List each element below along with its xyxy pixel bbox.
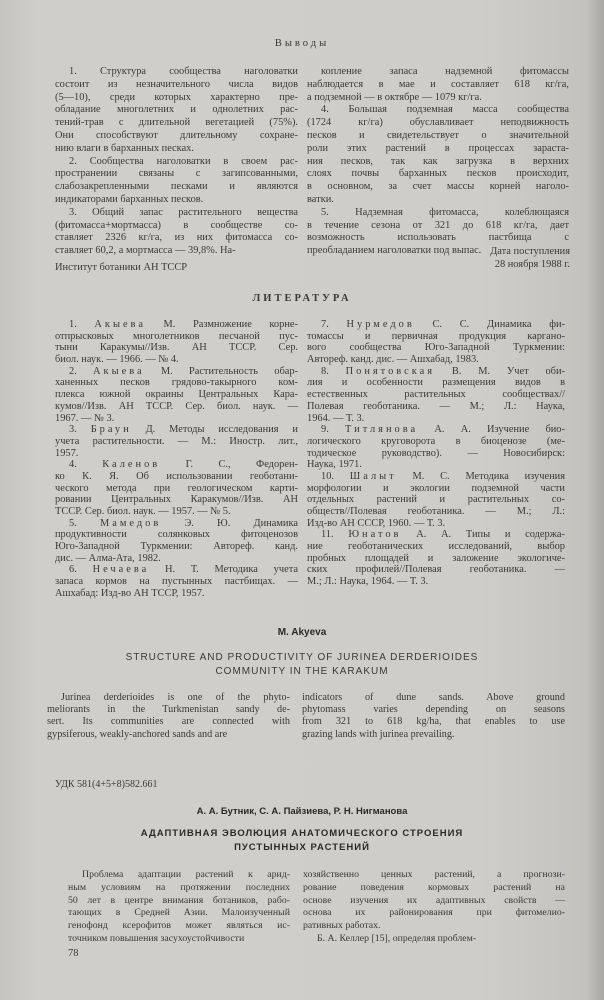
reference-author: Мамедов xyxy=(99,517,162,529)
institute: Институт ботаники АН ТССР xyxy=(55,262,188,273)
text-line: индикаторами барханных песков. xyxy=(55,193,204,205)
reference-first-line xyxy=(55,424,298,436)
paragraph xyxy=(307,104,569,206)
text-line: нию влаги в барханных песках. xyxy=(55,142,194,154)
reference-number: 2. xyxy=(69,365,77,377)
text-line: 1957. xyxy=(55,447,79,459)
text-line: Изд-во АН СССР, 1960. — Т. 3. xyxy=(307,517,446,529)
text-line: ческого метода при геологическом карти- xyxy=(55,482,298,494)
text-line: Б. А. Келлер [15], определяя проблем- xyxy=(317,932,477,944)
reference-first-line xyxy=(55,319,298,331)
text-line: sert. Its communities are connected with xyxy=(47,716,290,728)
reference-initials: С. С. xyxy=(432,319,470,330)
received-date: 28 ноября 1988 г. xyxy=(494,259,570,270)
text-line: ровании Центральных Каракумов//Изв. АН xyxy=(55,494,298,506)
text-line: (1724 кг/га) обуславливает неподвижность xyxy=(307,117,569,129)
text-line: ватки. xyxy=(307,193,334,205)
reference-author: Юнатов xyxy=(348,529,402,541)
text-line: 2. Сообщества наголоватки в своем рас- xyxy=(69,155,298,167)
reference-first-line xyxy=(307,366,565,378)
text-line: Ашхабад: Изд-во АН ТССР, 1957. xyxy=(55,587,205,599)
article-title-line-1: АДАПТИВНАЯ ЭВОЛЮЦИЯ АНАТОМИЧЕСКОГО СТРОЕНИЯ xyxy=(140,828,464,839)
text-line: морфологии и экологии подземной части xyxy=(307,482,565,494)
reference-text: Растительность обар- xyxy=(188,365,298,377)
reference-author: Понятовская xyxy=(345,365,436,377)
reference-number: 6. xyxy=(69,564,77,576)
page-number: 78 xyxy=(68,948,79,959)
text-line: ставляет 60,2, а мортмасса — 39,8%. На- xyxy=(55,245,236,257)
text-line: ставляет 2326 кг/га, из них фитомасса со- xyxy=(55,232,298,244)
reference-author: Акыева xyxy=(94,319,146,330)
text-line: обладание многолетних и однолетних рас- xyxy=(55,104,298,116)
text-line: 3. Общий запас растительного вещества xyxy=(69,206,298,218)
conclusions-left-column xyxy=(55,66,298,258)
text-line: Юго-Западной Туркмении: Автореф. канд. xyxy=(55,541,298,553)
text-line: ния песков, так как загрузка в верхних xyxy=(307,155,569,167)
reference-first-line xyxy=(55,459,298,471)
reference-text: Динамика xyxy=(253,517,298,529)
text-line: а подземной — в октябре — 1079 кг/га. xyxy=(307,91,482,103)
received-label: Дата поступления xyxy=(490,246,570,257)
text-line: хозяйственно ценных растений, а прогнози- xyxy=(303,869,565,880)
reference-text: Методика учета xyxy=(214,564,298,576)
text-line: логического круговорота в биоценозе (ме- xyxy=(307,435,565,447)
text-line: тодическое руководство). — Новосибирск: xyxy=(307,447,565,459)
reference-first-line xyxy=(55,518,298,530)
reference-number: 1. xyxy=(69,319,77,330)
text-line: ских профилей//Полевая геоботаника. — xyxy=(307,564,565,576)
reference-text: Федорен- xyxy=(256,459,298,471)
conclusions-title: Выводы xyxy=(274,38,330,49)
text-line: роли этих растений в процессах зараста- xyxy=(307,142,569,154)
reference-author: Нурмедов xyxy=(346,319,415,330)
text-line: слоях почвы барханных песков происходит, xyxy=(307,168,569,180)
reference-number: 8. xyxy=(321,365,329,377)
text-line: Наука, 1971. xyxy=(307,459,362,471)
reference-text: Изучение био- xyxy=(487,424,565,436)
reference-text: Динамика фи- xyxy=(487,319,566,330)
text-line: 1967. — № 3. xyxy=(55,412,115,424)
reference-text: Типы и содержа- xyxy=(465,529,565,541)
english-title-line-2: COMMUNITY IN THE KARAKUM xyxy=(215,666,389,677)
text-line: пространении связаны с загипсованными, xyxy=(55,168,298,180)
article-body-right xyxy=(303,869,565,946)
text-line: пробных площадей и заложение экологиче- xyxy=(307,552,565,564)
text-line: состоит из незначительного числа видов xyxy=(55,78,298,90)
reference-author: Браун xyxy=(90,424,132,436)
text-line: основе изучения их адаптивных свойств — xyxy=(303,894,565,906)
paragraph xyxy=(55,207,298,258)
text-line: 1. Структура сообщества наголоватки xyxy=(69,66,298,77)
reference-first-line xyxy=(307,319,565,331)
reference-initials: М. xyxy=(163,319,176,330)
text-line: from 321 to 618 kg/ha, that enables to use xyxy=(302,716,565,728)
text-line: наблюдается в мае и составляет 618 кг/га, xyxy=(307,78,569,90)
text-line: Автореф. канд. дис. — Ашхабад, 1983. xyxy=(307,354,479,366)
reference-initials: Н. Т. xyxy=(165,564,199,576)
paragraph xyxy=(68,869,290,946)
paragraph xyxy=(47,692,290,741)
text-line: gypsiferous, weakly-anchored sands and are xyxy=(47,728,228,740)
reference-text: Учет оби- xyxy=(506,365,565,377)
reference-number: 3. xyxy=(69,424,77,436)
text-line: тений-трав с длительной вегетацией (75%). xyxy=(55,117,298,129)
english-abstract-right xyxy=(302,692,565,741)
reference-item xyxy=(55,424,298,459)
reference-item xyxy=(307,529,565,587)
text-line: Они способствуют длительному сохране- xyxy=(55,129,298,141)
text-line: преобладанием наголоватки под выпас. xyxy=(307,245,482,257)
text-line: (5—10), среди которых характерно пре- xyxy=(55,91,298,103)
references-left xyxy=(55,319,298,600)
text-line: ханенных песков грядово-такырного ком- xyxy=(55,377,298,389)
text-line: Jurinea derderioides is one of the phyto- xyxy=(61,692,290,703)
text-line: в течение сезона от 321 до 618 кг/га, дает xyxy=(307,219,569,231)
paragraph xyxy=(307,66,569,104)
text-line: вого сообщества Юго-Западной Туркмении: xyxy=(307,342,565,354)
paragraph xyxy=(55,156,298,207)
text-line: 50 лет в центре внимания ботаников, рабо- xyxy=(68,894,290,906)
reference-author: Титлянова xyxy=(345,424,419,436)
references-right xyxy=(307,319,565,588)
conclusions-right-column xyxy=(307,66,569,258)
reference-initials: Г. С., xyxy=(185,459,231,471)
english-abstract-left xyxy=(47,692,290,741)
text-line: Полевая геоботаника. — М.; Л.: Наука, xyxy=(307,400,565,412)
reference-number: 5. xyxy=(69,517,77,529)
article-title-line-2: ПУСТЫННЫХ РАСТЕНИЙ xyxy=(234,842,370,853)
reference-initials: М. xyxy=(160,365,173,377)
text-line: ным условиям на протяжении последних xyxy=(68,881,290,893)
paragraph xyxy=(302,692,565,741)
paragraph xyxy=(303,933,565,946)
reference-initials: В. М. xyxy=(451,365,491,377)
text-line: ративных работах. xyxy=(303,920,381,932)
reference-first-line xyxy=(55,564,298,576)
reference-first-line xyxy=(307,424,565,436)
reference-item xyxy=(307,424,565,471)
text-line: тающих в Средней Азии. Малоизученный xyxy=(68,907,290,919)
reference-text: Методика изучения xyxy=(465,470,565,482)
paragraph xyxy=(55,66,298,156)
article-authors: А. А. Бутник, С. А. Пайзиева, Р. Н. Нигманова xyxy=(196,806,408,817)
text-line: естественных растительных сообществах// xyxy=(307,389,565,401)
text-line: лия и особенности размещения видов в xyxy=(307,377,565,389)
reference-first-line xyxy=(307,471,565,483)
text-line: Проблема адаптации растений к арид- xyxy=(82,869,290,880)
reference-number: 11. xyxy=(321,529,334,541)
reference-item xyxy=(55,459,298,517)
text-line: ТССР. Сер. биол. наук. — 1957. — № 5. xyxy=(55,506,231,517)
reference-author: Каленов xyxy=(102,459,161,471)
reference-initials: М. С. xyxy=(412,470,450,482)
reference-text: Методы исследования и xyxy=(169,424,298,436)
reference-initials: Д. xyxy=(145,424,156,436)
reference-first-line xyxy=(55,366,298,378)
text-line: точником повышения засухоустойчивости xyxy=(68,932,245,944)
text-line: 4. Большая подземная масса сообщества xyxy=(321,104,569,116)
reference-item xyxy=(307,366,565,424)
reference-item xyxy=(55,319,298,366)
text-line: возможность использовать пастбища с xyxy=(307,232,569,244)
text-line: дис. — Алма-Ата, 1982. xyxy=(55,552,161,564)
reference-number: 9. xyxy=(321,424,329,436)
text-line: учета растительности. — М.: Иностр. лит., xyxy=(55,435,298,447)
text-line: песков и свидетельствует о значительной xyxy=(307,129,569,141)
text-line: рование поведения кормовых растений на xyxy=(303,881,565,893)
reference-author: Нечаева xyxy=(92,564,150,576)
reference-number: 7. xyxy=(321,319,329,330)
text-line: продуктивности солянковых фитоценозов xyxy=(55,529,298,541)
literature-title: ЛИТЕРАТУРА xyxy=(252,293,352,304)
reference-initials: Э. Ю. xyxy=(184,517,231,529)
text-line: генофонд ксерофитов может являться ис- xyxy=(68,920,290,932)
english-author: M. Akyeva xyxy=(277,627,327,638)
reference-number: 10. xyxy=(321,470,334,482)
text-line: ко К. Я. Об использовании геоботани- xyxy=(55,470,298,482)
reference-author: Шалыт xyxy=(349,470,397,482)
text-line: meliorants in the Turkmenistan sandy de- xyxy=(47,704,290,716)
text-line: phytomass varies depending on seasons xyxy=(302,704,565,716)
text-line: томассы и первичная продукция каргано- xyxy=(307,330,565,342)
reference-initials: А. А. xyxy=(416,529,452,541)
text-line: тыни Каракумы//Изв. АН ТССР. Сер. xyxy=(55,342,298,354)
reference-initials: А. А. xyxy=(434,424,471,436)
reference-item xyxy=(307,471,565,529)
text-line: копление запаса надземной фитомассы xyxy=(321,66,569,77)
reference-author: Акыева xyxy=(93,365,145,377)
paragraph xyxy=(303,869,565,933)
text-line: кумов//Изв. АН ТССР. Сер. биол. наук. — xyxy=(55,400,298,412)
text-line: 5. Надземная фитомасса, колеблющаяся xyxy=(321,206,569,218)
reference-item xyxy=(55,564,298,599)
reference-item xyxy=(55,366,298,424)
text-line: 1964. — Т. 3. xyxy=(307,412,365,424)
text-line: отдельных растений и растительных со- xyxy=(307,494,565,506)
english-title-line-1: STRUCTURE AND PRODUCTIVITY OF JURINEA DERDERIOIDES xyxy=(125,652,479,663)
text-line: биол. наук. — 1966. — № 4. xyxy=(55,354,179,366)
reference-first-line xyxy=(307,529,565,541)
text-line: grazing lands with jurinea prevailing. xyxy=(302,728,455,740)
text-line: обществ//Полевая геоботаника. — М.; Л.: xyxy=(307,506,565,517)
text-line: отпрысковых многолетников песчаной пус- xyxy=(55,330,298,342)
article-body-left xyxy=(68,869,290,946)
text-line: основа их районирования при фитомелио- xyxy=(303,907,565,919)
text-line: М.; Л.: Наука, 1964. — Т. 3. xyxy=(307,576,429,588)
text-line: ние геоботанических исследований, выбор xyxy=(307,541,565,553)
reference-item xyxy=(307,319,565,366)
reference-text: Размножение корне- xyxy=(193,319,298,330)
text-line: запаса кормов на пустынных пастбищах. — xyxy=(55,576,298,588)
reference-number: 4. xyxy=(69,459,77,471)
text-line: плекса южной окраины Центральных Кара- xyxy=(55,389,298,401)
text-line: indicators of dune sands. Above ground xyxy=(302,692,565,703)
reference-item xyxy=(55,518,298,565)
text-line: (фитомасса+мортмасса) в сообществе со- xyxy=(55,219,298,231)
udc-code: УДК 581(4+5+8)582.661 xyxy=(55,779,158,790)
text-line: в основном, за счет массы корней наголо- xyxy=(307,181,569,193)
text-line: слабозакрепленными песками и являются xyxy=(55,181,298,193)
